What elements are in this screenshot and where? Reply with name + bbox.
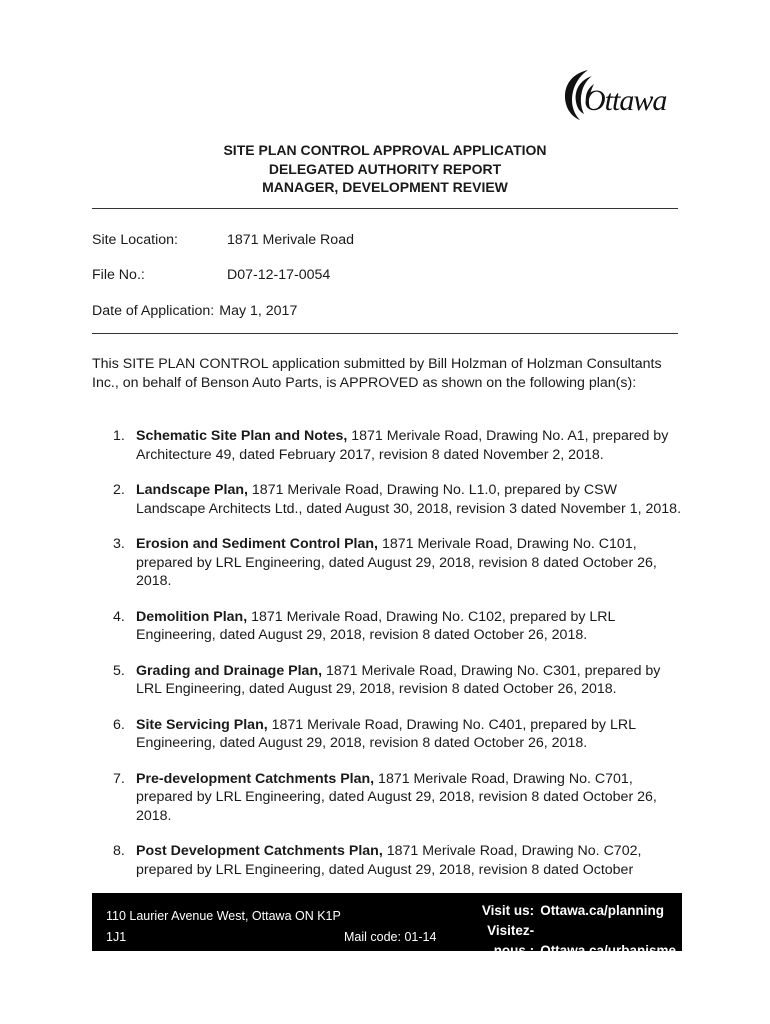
- plan-number: 2.: [113, 482, 125, 498]
- file-no-label: File No.:: [92, 267, 145, 283]
- divider-bottom: [92, 333, 678, 334]
- plan-item: [92, 535, 684, 591]
- plan-item: [92, 716, 684, 753]
- mail-code: Mail code: 01-14: [344, 930, 437, 944]
- plan-name: Pre-development Catchments Plan,: [136, 770, 375, 787]
- plan-name: Schematic Site Plan and Notes,: [136, 428, 348, 444]
- plan-number: 6.: [113, 716, 125, 733]
- date-of-application-label: Date of Application:: [92, 303, 215, 319]
- plan-number: 1.: [113, 428, 125, 444]
- plan-detail: 1871 Merivale Road, Drawing No. C101, prepared by LRL Engineering, dated August 29, 2018, revision 8 dated October 26, 2018.: [136, 536, 657, 589]
- plan-item: [92, 427, 684, 464]
- site-location-row: [92, 231, 354, 249]
- date-of-application-row: [92, 302, 297, 320]
- address-french: 110, av. Laurier Ouest, Ottawa (Ontario) K1P 1J1: [106, 951, 328, 986]
- site-location-value: 1871 Merivale Road: [227, 232, 354, 248]
- footer-visit: [458, 901, 676, 961]
- plan-list: [92, 427, 684, 896]
- plan-name: Demolition Plan,: [136, 608, 248, 625]
- footer-banner: [92, 893, 682, 986]
- plan-number: 5.: [113, 662, 125, 679]
- visit-label: Visit us:: [481, 903, 535, 918]
- footer-address: [106, 906, 473, 990]
- visitez-link[interactable]: Ottawa.ca/urbanisme: [540, 943, 676, 958]
- plan-detail: 1871 Merivale Road, Drawing No. L1.0, prepared by CSW Landscape Architects Ltd., dated August 30, 2018, revision 3 dated November 1, 2018.: [136, 482, 682, 517]
- plan-detail: 1871 Merivale Road, Drawing No. A1, prepared by Architecture 49, dated February 2017, revision 8 dated November 2, 2018.: [136, 428, 669, 463]
- address-english: 110 Laurier Avenue West, Ottawa ON K1P 1J1: [106, 909, 341, 944]
- visit-link[interactable]: Ottawa.ca/planning: [540, 903, 664, 918]
- intro-paragraph: This SITE PLAN CONTROL application submitted by Bill Holzman of Holzman Consultants Inc., on behalf of Benson Auto Parts, is APPROVED as shown on the following plan(s):: [92, 356, 662, 391]
- file-no-value: D07-12-17-0054: [227, 267, 331, 283]
- title-line-3: MANAGER, DEVELOPMENT REVIEW: [262, 179, 508, 195]
- logo-wordmark: Ottawa: [584, 84, 667, 117]
- plan-item: [92, 481, 684, 518]
- report-title: [92, 141, 678, 197]
- plan-name: Landscape Plan,: [136, 482, 248, 498]
- plan-item: [92, 842, 684, 879]
- plan-detail: 1871 Merivale Road, Drawing No. C702, prepared by LRL Engineering, dated August 29, 2018, revision 8 dated October: [136, 843, 642, 878]
- plan-number: 7.: [113, 770, 125, 787]
- plan-item: [92, 608, 684, 645]
- file-no-row: [92, 266, 330, 284]
- visitez-label: Visitez-nous :: [487, 923, 535, 958]
- plan-number: 4.: [113, 608, 125, 625]
- plan-detail: 1871 Merivale Road, Drawing No. C701, prepared by LRL Engineering, dated August 29, 2018, revision 8 dated October 26, 2018.: [136, 770, 657, 824]
- plan-name: Post Development Catchments Plan,: [136, 843, 383, 859]
- ottawa-logo: [560, 66, 685, 124]
- plan-number: 3.: [113, 536, 125, 552]
- site-location-label: Site Location:: [92, 232, 178, 248]
- plan-name: Grading and Drainage Plan,: [136, 662, 323, 679]
- plan-number: 8.: [113, 843, 125, 859]
- title-line-1: SITE PLAN CONTROL APPROVAL APPLICATION: [223, 142, 547, 158]
- plan-item: [92, 662, 684, 699]
- courrier-interne: Courrier interne : 01-14: [344, 972, 474, 986]
- date-of-application-value: May 1, 2017: [219, 303, 298, 319]
- plan-detail: 1871 Merivale Road, Drawing No. C401, prepared by LRL Engineering, dated August 29, 2018, revision 8 dated October 26, 2018.: [136, 716, 636, 751]
- plan-name: Erosion and Sediment Control Plan,: [136, 536, 378, 552]
- plan-item: [92, 770, 684, 826]
- plan-detail: 1871 Merivale Road, Drawing No. C301, prepared by LRL Engineering, dated August 29, 2018, revision 8 dated October 26, 2018.: [136, 662, 661, 697]
- plan-detail: 1871 Merivale Road, Drawing No. C102, prepared by LRL Engineering, dated August 29, 2018, revision 8 dated October 26, 2018.: [136, 608, 615, 643]
- divider-top: [92, 208, 678, 209]
- plan-name: Site Servicing Plan,: [136, 716, 268, 733]
- title-line-2: DELEGATED AUTHORITY REPORT: [268, 160, 502, 177]
